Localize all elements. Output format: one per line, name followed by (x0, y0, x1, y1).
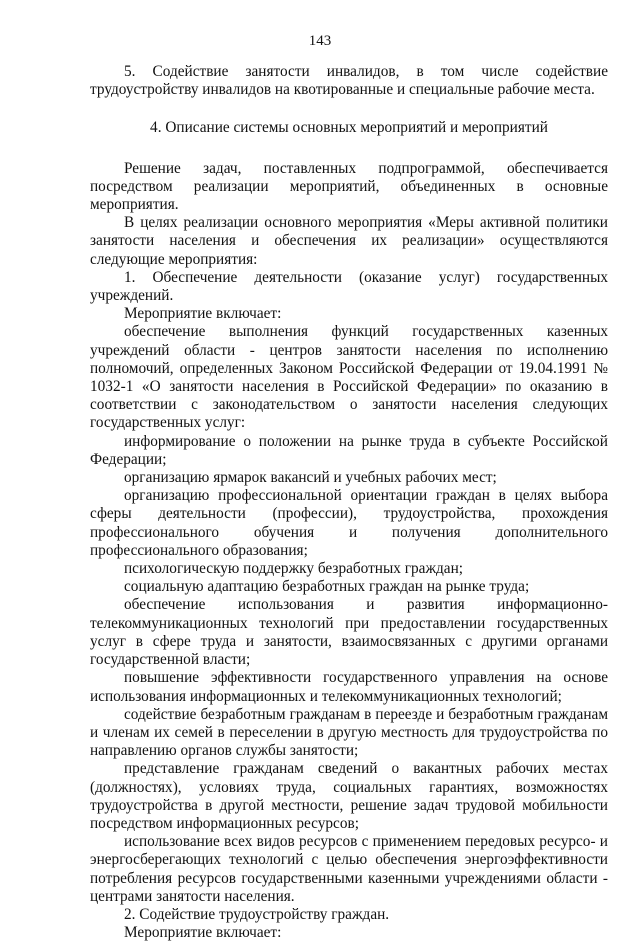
list-item: организацию профессиональной ориентации граждан в целях выбора сферы деятельности (профессии), трудоустройства, прохождения профессионального обучения и получения дополнительного профессионального образования; (90, 487, 608, 559)
paragraph: Решение задач, поставленных подпрограммой, обеспечивается посредством реализации мероприятий, объединенных в основные мероприятия. (90, 159, 608, 214)
page-number: 143 (308, 33, 332, 49)
list-item: психологическую поддержку безработных граждан; (124, 560, 464, 578)
list-item: обеспечение использования и развития информационно-телекоммуникационных технологий при предоставлении государственных услуг в сфере труда и занятости, взаимосвязанных с другими органами государственной власти; (90, 596, 608, 669)
document-body (90, 63, 608, 942)
list-item: содействие безработным гражданам в переезде и безработным гражданам и членам их семей в переселении в другую местность для трудоустройства по направлению органов службы занятости; (90, 705, 608, 760)
paragraph: 2. Содействие трудоустройству граждан. (124, 905, 390, 923)
section-heading: 4. Описание системы основных мероприятий и мероприятий (150, 119, 548, 137)
paragraph: обеспечение выполнения функций государственных казенных учреждений области - центров занятости населения по исполнению полномочий, определенных Законом Российской Федерации от 19.04.1991 № 1032-1 «О занятости населения в Российской Федерации» по оказанию в соответствии с законодательством о занятости населения следующих государственных услуг: (90, 323, 608, 432)
list-item: организацию ярмарок вакансий и учебных рабочих мест; (124, 469, 497, 487)
list-item: использование всех видов ресурсов с применением передовых ресурсо- и энергосберегающих технологий с целью обеспечения энергоэффективности потребления ресурсов государственными казенными учреждениями области - центрами занятости населения. (90, 833, 608, 905)
paragraph: 1. Обеспечение деятельности (оказание услуг) государственных учреждений. (90, 268, 608, 305)
paragraph: В целях реализации основного мероприятия «Меры активной политики занятости населения и обеспечения их реализации» осуществляются следующие мероприятия: (90, 214, 608, 268)
list-item: социальную адаптацию безработных граждан на рынке труда; (124, 578, 530, 596)
paragraph: Мероприятие включает: (124, 924, 282, 942)
list-item: повышение эффективности государственного управления на основе использования информационных и телекоммуникационных технологий; (90, 669, 608, 705)
paragraph: 5. Содействие занятости инвалидов, в том числе содействие трудоустройству инвалидов на квотированные и специальные рабочие места. (90, 63, 608, 99)
paragraph: Мероприятие включает: (124, 305, 282, 323)
list-item: представление гражданам сведений о вакантных рабочих местах (должностях), условиях труда, социальных гарантиях, возможностях трудоустройства в другой местности, решение задач трудовой мобильности посредством информационных ресурсов; (90, 760, 608, 832)
list-item: информирование о положении на рынке труда в субъекте Российской Федерации; (90, 432, 608, 468)
